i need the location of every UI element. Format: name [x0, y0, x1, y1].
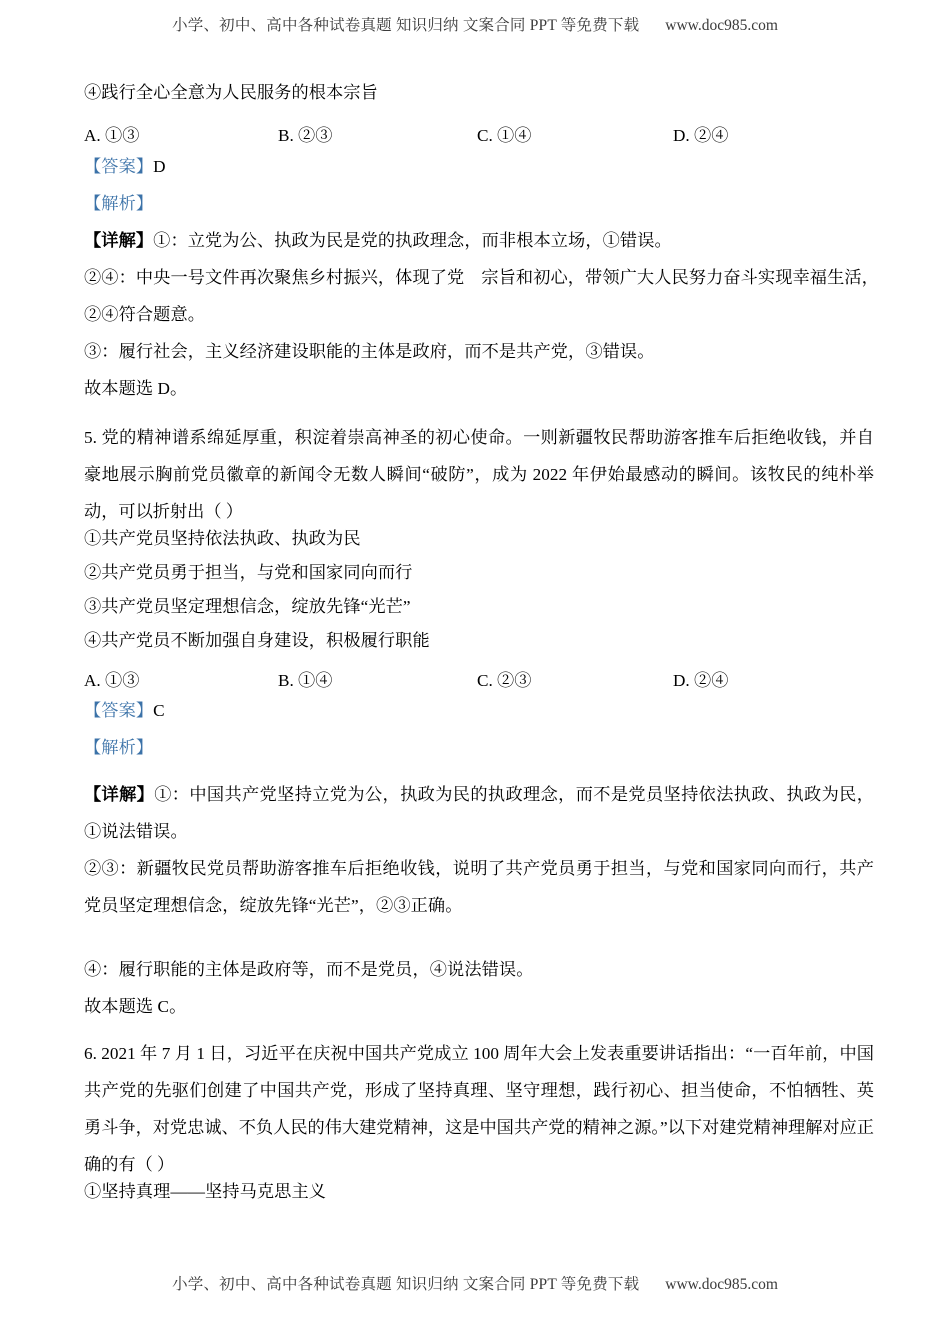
- q4-option-b[interactable]: B. ②③: [278, 126, 333, 145]
- q5-detail-text-1: ①：中国共产党坚持立党为公，执政为民的执政理念，而不是党员坚持依法执政、执政为民，①说法错误。: [84, 785, 874, 841]
- q5-option-row: [84, 666, 874, 702]
- q4-analysis-label: 【解析】: [84, 194, 154, 213]
- q5-conclusion: 故本题选 C。: [84, 997, 187, 1016]
- q4-detail-text-2a: ②④：中央一号文件再次聚焦乡村振兴，体现了党: [84, 268, 465, 287]
- q6-statement-1: ①坚持真理——坚持马克思主义: [84, 1182, 327, 1201]
- q5-analysis-label: 【解析】: [84, 738, 154, 757]
- q4-detail-label: 【详解】: [84, 231, 154, 250]
- q5-option-c[interactable]: C. ②③: [477, 671, 532, 690]
- q5-statement-1: ①共产党员坚持依法执政、执政为民: [84, 529, 361, 548]
- q5-analysis-line: [84, 739, 874, 776]
- q4-detail-line-2: [84, 268, 879, 306]
- q4-option-c[interactable]: C. ①④: [477, 126, 532, 145]
- q4-conclusion: 故本题选 D。: [84, 379, 188, 398]
- q4-detail-line-3: ②④符合题意。: [84, 305, 206, 324]
- q5-statement-2: ②共产党员勇于担当，与党和国家同向而行: [84, 563, 413, 582]
- q4-answer-label: 【答案】: [84, 157, 154, 176]
- q4-option-a[interactable]: A. ①③: [84, 126, 140, 145]
- q5-detail-paragraph-2: ②③：新疆牧民党员帮助游客推车后拒绝收钱，说明了共产党员勇于担当，与党和国家同向而行，共产党员坚定理想信念，绽放先锋“光芒”，②③正确。: [84, 859, 874, 915]
- footer-promo-text: 小学、初中、高中各种试卷真题 知识归纳 文案合同 PPT 等免费下载: [172, 1276, 640, 1293]
- header-site-url: www.doc985.com: [665, 17, 778, 34]
- q4-analysis-line: [84, 195, 874, 232]
- q5-detail-label: 【详解】: [84, 785, 155, 804]
- q4-answer-line: [84, 158, 874, 195]
- q5-answer-line: [84, 702, 874, 739]
- q4-detail-text-1: ①：立党为公、执政为民是党的执政理念，而非根本立场，①错误。: [153, 231, 672, 250]
- page-footer-banner: [0, 1272, 950, 1294]
- spacer-blank-line: [84, 924, 874, 961]
- q4-detail-line-1: [84, 232, 874, 269]
- header-promo-text: 小学、初中、高中各种试卷真题 知识归纳 文案合同 PPT 等免费下载: [172, 17, 640, 34]
- q5-answer-label: 【答案】: [84, 701, 154, 720]
- q4-option-d[interactable]: D. ②④: [673, 126, 729, 145]
- q5-option-d[interactable]: D. ②④: [673, 671, 729, 690]
- q4-detail-line-4: ③：履行社会，主义经济建设职能的主体是政府，而不是共产党，③错误。: [84, 342, 655, 361]
- q5-statement-3: ③共产党员坚定理想信念，绽放先锋“光芒”: [84, 597, 411, 616]
- q4-answer-value: D: [153, 157, 166, 176]
- q5-answer-value: C: [153, 701, 165, 720]
- q4-statement-4: ④践行全心全意为人民服务的根本宗旨: [84, 83, 378, 102]
- q4-detail-text-2b: 宗旨和初心，带领广大人民努力奋斗实现幸福生活，: [481, 268, 879, 287]
- q5-detail-line-3: ④：履行职能的主体是政府等，而不是党员，④说法错误。: [84, 960, 534, 979]
- page-header-banner: [0, 13, 950, 35]
- document-body: [84, 83, 879, 1217]
- q5-option-b[interactable]: B. ①④: [278, 671, 333, 690]
- q5-option-a[interactable]: A. ①③: [84, 671, 140, 690]
- q5-stem: 5. 党的精神谱系绵延厚重，积淀着崇高神圣的初心使命。一则新疆牧民帮助游客推车后拒绝收钱，并自豪地展示胸前党员徽章的新闻令无数人瞬间“破防”，成为 2022 年伊始最感动的瞬间。该牧民的纯朴举动，可以折射出（ ）: [84, 428, 874, 521]
- q5-statement-4: ④共产党员不断加强自身建设，积极履行职能: [84, 631, 430, 650]
- q5-detail-paragraph-1: [84, 776, 874, 850]
- q4-option-row: [84, 121, 874, 158]
- q6-stem: 6. 2021 年 7 月 1 日，习近平在庆祝中国共产党成立 100 周年大会上发表重要讲话指出：“一百年前，中国共产党的先驱们创建了中国共产党，形成了坚持真理、坚守理想，践行初心、担当使命，不怕牺牲、英勇斗争，对党忠诚、不负人民的伟大建党精神，这是中国共产党的精神之源。”以下对建党精神理解对应正确的有（ ）: [84, 1044, 874, 1174]
- footer-site-url: www.doc985.com: [665, 1276, 778, 1293]
